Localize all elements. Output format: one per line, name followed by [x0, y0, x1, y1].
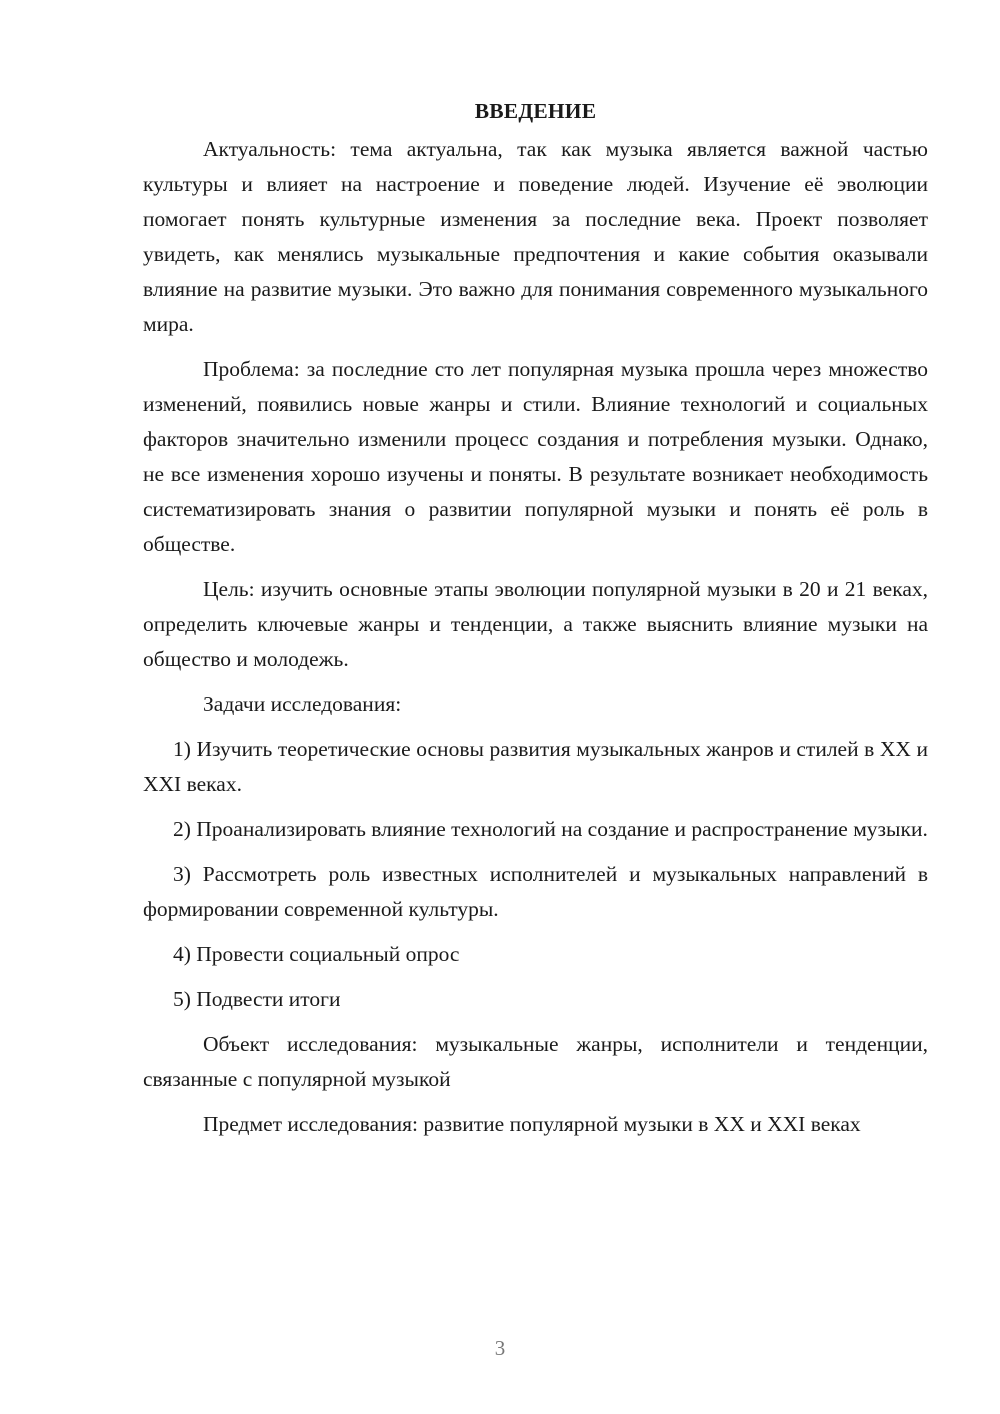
tasks-heading: Задачи исследования:: [203, 692, 402, 716]
task-item-1: 1) Изучить теоретические основы развития музыкальных жанров и стилей в XX и XXI веках.: [143, 737, 928, 796]
task-item-5: 5) Подвести итоги: [173, 987, 341, 1011]
task-item-4: 4) Провести социальный опрос: [173, 942, 460, 966]
relevance-paragraph: Актуальность: тема актуальна, так как музыка является важной частью культуры и влияет на настроение и поведение людей. Изучение её эволюции помогает понять культурные изменения за последние века. Проект позволяет увидеть, как менялись музыкальные предпочтения и какие события оказывали влияние на развитие музыки. Это важно для понимания современного музыкального мира.: [143, 137, 928, 336]
section-title: ВВЕДЕНИЕ: [474, 99, 597, 123]
object-paragraph: Объект исследования: музыкальные жанры, исполнители и тенденции, связанные с популярной музыкой: [143, 1032, 928, 1091]
goal-paragraph: Цель: изучить основные этапы эволюции популярной музыки в 20 и 21 веках, определить ключевые жанры и тенденции, а также выяснить влияние музыки на общество и молодежь.: [143, 577, 928, 671]
document-page: [143, 96, 928, 1152]
page-number: 3: [494, 1336, 506, 1360]
subject-paragraph: Предмет исследования: развитие популярной музыки в XX и XXI веках: [203, 1112, 861, 1136]
problem-paragraph: Проблема: за последние сто лет популярная музыка прошла через множество изменений, появились новые жанры и стили. Влияние технологий и социальных факторов значительно изменили процесс создания и потребления музыки. Однако, не все изменения хорошо изучены и поняты. В результате возникает необходимость систематизировать знания о развитии популярной музыки и понять её роль в обществе.: [143, 357, 928, 556]
task-item-2: 2) Проанализировать влияние технологий на создание и распространение музыки.: [173, 817, 928, 841]
task-item-3: 3) Рассмотреть роль известных исполнителей и музыкальных направлений в формировании современной культуры.: [143, 862, 928, 921]
